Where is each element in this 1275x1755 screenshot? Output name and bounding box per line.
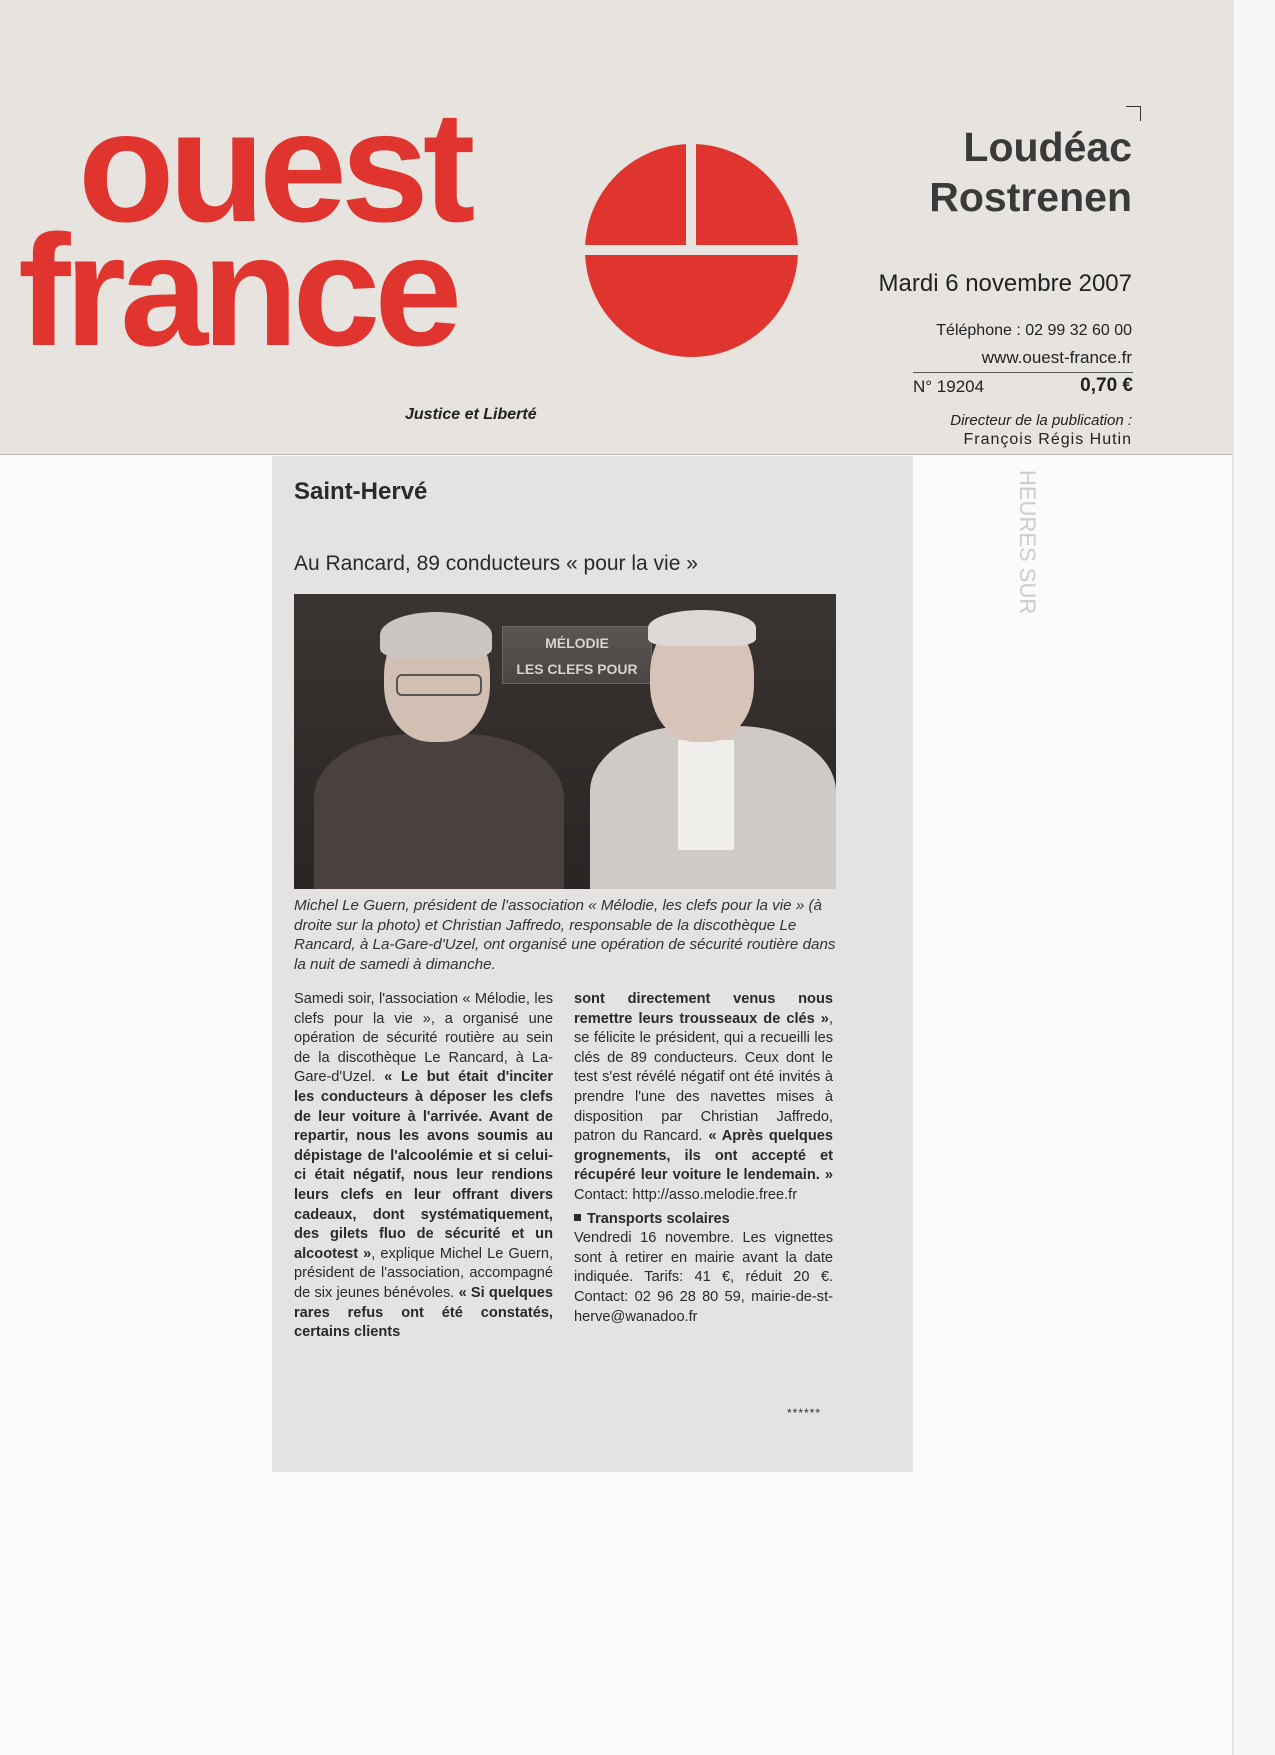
issue-number: N° 19204 <box>913 377 985 396</box>
body-quote: « Après quelques grognements, ils ont accepté et récupéré leur voiture le lendemain. » <box>574 1128 833 1184</box>
ghost-text: HEURES SUR <box>1015 470 1040 615</box>
director-name: François Régis Hutin <box>963 431 1132 448</box>
issue-info <box>913 372 1133 401</box>
article-photo <box>294 594 836 889</box>
issue-price: 0,70 € <box>1080 375 1133 396</box>
photo-sign-line: LES CLEFS POUR <box>516 661 638 677</box>
body-text: , explique Michel Le Guern, président de l'association, accompagné de six jeunes bénévoles. <box>294 1245 553 1301</box>
section-title: Saint-Hervé <box>294 478 428 505</box>
corner-mark <box>1126 106 1141 121</box>
article-column-right <box>574 990 833 1327</box>
body-quote: sont directement venus nous remettre leurs trousseaux de clés » <box>574 991 833 1027</box>
end-mark: ****** <box>787 1406 822 1420</box>
person-left <box>314 606 564 889</box>
brief-title: Transports scolaires <box>587 1210 730 1227</box>
article-column-left <box>294 990 553 1343</box>
bullet-square-icon <box>574 1214 581 1221</box>
article-headline: Au Rancard, 89 conducteurs « pour la vie » <box>294 552 698 575</box>
newspaper-masthead <box>0 0 1232 455</box>
edition-line: Rostrenen <box>929 174 1132 220</box>
edition-name <box>929 122 1132 222</box>
brief-heading <box>574 1210 833 1230</box>
body-quote: « Le but était d'inciter les conducteurs à déposer les clefs de leur voiture à l'arrivée. Avant de repartir, nous les avons soumis au dépistage de l'alcoolémie et si celui-ci était négatif, nous leur rendions leurs clefs en leur offrant divers cadeaux, dont systématiquement, des gilets fluo de sécurité et un alcootest » <box>294 1069 554 1262</box>
ouest-france-logo-icon <box>585 144 798 357</box>
director-label: Directeur de la publication : <box>950 412 1132 429</box>
publication-date: Mardi 6 novembre 2007 <box>878 270 1132 297</box>
logo-word-france: france <box>18 203 457 379</box>
edition-line: Loudéac <box>963 124 1132 170</box>
newspaper-motto: Justice et Liberté <box>405 406 537 423</box>
phone-number: Téléphone : 02 99 32 60 00 <box>936 322 1132 339</box>
body-text: Samedi soir, l'association « Mélodie, les clefs pour la vie », a organisé une opération de sécurité routière au sein de la discothèque Le Rancard, à La-Gare-d'Uzel. <box>294 991 553 1086</box>
person-right <box>590 602 836 889</box>
article-clipping <box>272 456 913 1472</box>
body-quote: « Si quelques rares refus ont été constatés, certains clients <box>294 1284 553 1341</box>
photo-caption: Michel Le Guern, président de l'association « Mélodie, les clefs pour la vie » (à droite sur la photo) et Christian Jaffredo, responsable de la discothèque Le Rancard, à La-Gare-d'Uzel, ont organisé une opération de sécurité routière dans la nuit de samedi à dimanche. <box>294 897 836 973</box>
website-link[interactable]: www.ouest-france.fr <box>981 348 1132 367</box>
logo-word-ouest: ouest <box>78 79 470 255</box>
brief-text: Vendredi 16 novembre. Les vignettes sont à retirer en mairie avant la date indiquée. Tarifs: 41 €, réduit 20 €. Contact: 02 96 28 80 59, mairie-de-st-herve@wanadoo.fr <box>574 1230 833 1325</box>
body-text: , se félicite le président, qui a recueilli les clés de 89 conducteurs. Ceux dont le test s'est révélé négatif ont été invités à prendre l'une des navettes mises à disposition par Christian Jaffredo, patron du Rancard. <box>574 1010 833 1145</box>
photo-sign-line: MÉLODIE <box>545 635 609 651</box>
body-text: Contact: http://asso.melodie.free.fr <box>574 1186 798 1203</box>
